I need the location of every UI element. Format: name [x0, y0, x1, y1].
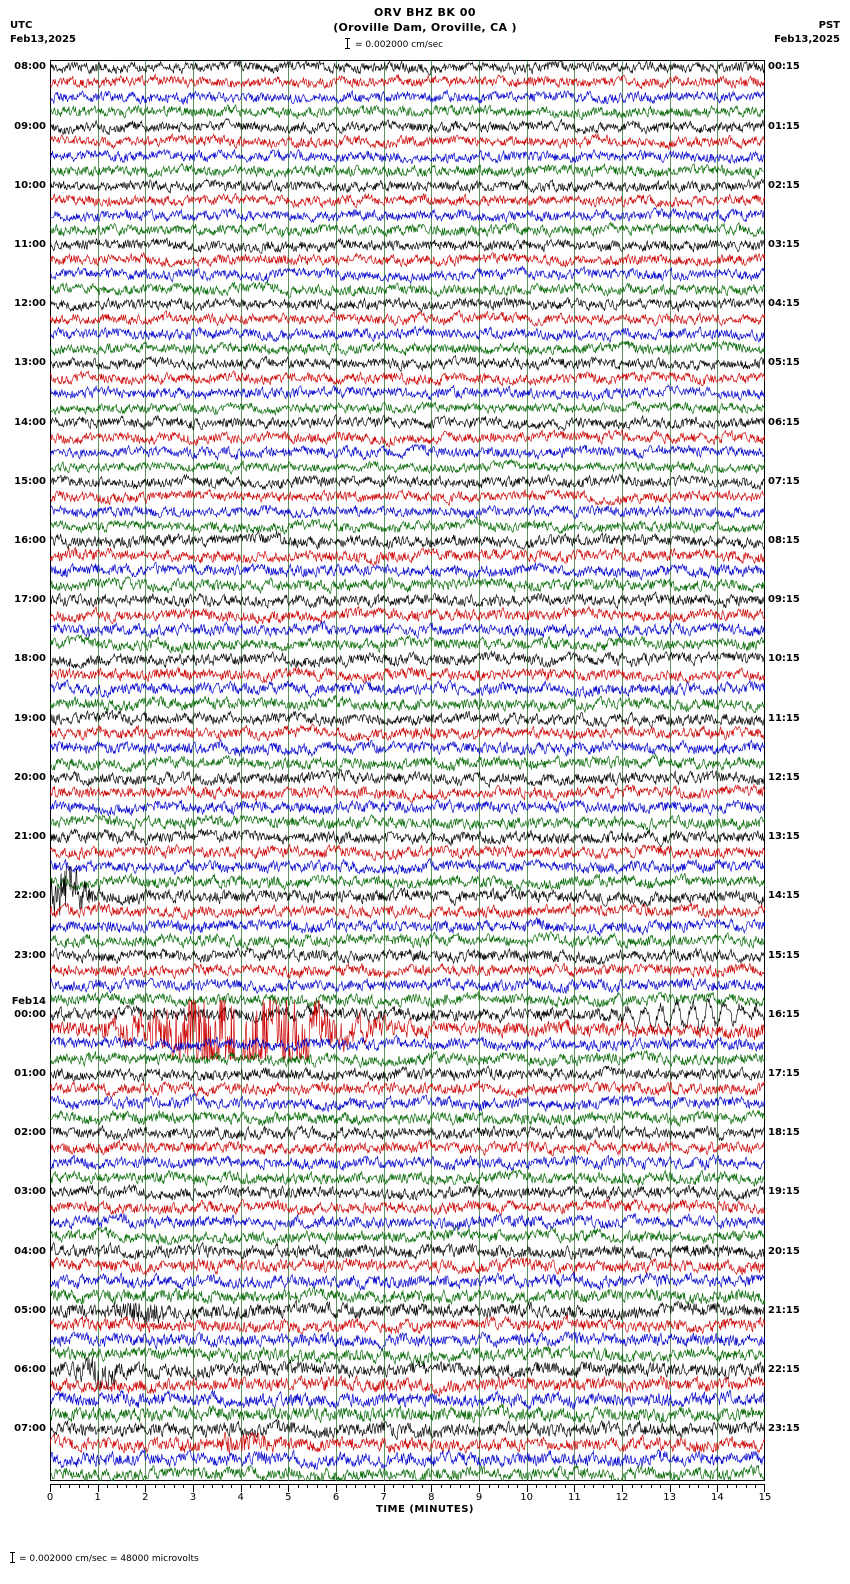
x-tick-label: 4: [237, 1492, 244, 1503]
utc-hour-label: 15:00: [14, 475, 46, 487]
utc-hour-label: 02:00: [14, 1127, 46, 1139]
pst-hour-label: 16:15: [768, 1008, 800, 1020]
pst-hour-label: 14:15: [768, 890, 800, 902]
pst-hour-label: 03:15: [768, 239, 800, 251]
utc-hour-label: 18:00: [14, 653, 46, 665]
pst-hour-label: 05:15: [768, 357, 800, 369]
pst-hour-label: 19:15: [768, 1186, 800, 1198]
pst-hour-label: 00:15: [768, 61, 800, 73]
amplitude-scale-legend: [345, 38, 443, 50]
x-tick-label: 11: [567, 1492, 581, 1503]
pst-hour-label: 13:15: [768, 831, 800, 843]
pst-hour-label: 02:15: [768, 179, 800, 191]
utc-hour-label: 03:00: [14, 1186, 46, 1198]
x-tick-label: 5: [285, 1492, 292, 1503]
pst-hour-label: 21:15: [768, 1304, 800, 1316]
left-timezone-label: UTC: [10, 20, 33, 31]
x-tick-label: 12: [615, 1492, 629, 1503]
utc-hour-label: 23:00: [14, 949, 46, 961]
utc-hour-label: 05:00: [14, 1304, 46, 1316]
utc-hour-label: 11:00: [14, 239, 46, 251]
utc-hour-label: 06:00: [14, 1363, 46, 1375]
chart-header: [0, 0, 850, 56]
x-tick-label: 13: [663, 1492, 677, 1503]
pst-hour-label: 20:15: [768, 1245, 800, 1257]
footer-scale-text: = 0.002000 cm/sec = 48000 microvolts: [19, 1554, 199, 1564]
pst-hour-label: 07:15: [768, 475, 800, 487]
utc-hour-label: 21:00: [14, 831, 46, 843]
pst-hour-label: 09:15: [768, 594, 800, 606]
utc-hour-label: 13:00: [14, 357, 46, 369]
x-tick-label: 7: [380, 1492, 387, 1503]
pst-hour-label: 11:15: [768, 712, 800, 724]
day-change-label: Feb14: [11, 995, 46, 1007]
x-tick-label: 8: [428, 1492, 435, 1503]
utc-hour-label: 16:00: [14, 535, 46, 547]
right-date-label: Feb13,2025: [774, 34, 840, 45]
x-tick-label: 15: [758, 1492, 772, 1503]
pst-hour-label: 08:15: [768, 535, 800, 547]
pst-hour-label: 15:15: [768, 949, 800, 961]
left-date-label: Feb13,2025: [10, 34, 76, 45]
x-tick-label: 1: [94, 1492, 101, 1503]
x-tick-label: 14: [710, 1492, 724, 1503]
utc-hour-label: 14:00: [14, 416, 46, 428]
footer-scale-note: [8, 1552, 199, 1564]
utc-hour-label: 12:00: [14, 298, 46, 310]
x-tick-label: 10: [520, 1492, 534, 1503]
x-tick-label: 6: [332, 1492, 340, 1503]
utc-hour-label: 17:00: [14, 594, 46, 606]
utc-hour-label: 10:00: [14, 179, 46, 191]
page-title: ORV BHZ BK 00: [373, 6, 477, 19]
footer-scale-bar-icon: [10, 1552, 15, 1563]
pst-hour-label: 22:15: [768, 1363, 800, 1375]
utc-hour-label: 07:00: [14, 1423, 46, 1435]
pst-hour-label: 23:15: [768, 1423, 800, 1435]
utc-hour-label: 20:00: [14, 771, 46, 783]
x-tick-label: 9: [475, 1492, 483, 1503]
scale-legend-text: = 0.002000 cm/sec: [355, 40, 444, 50]
utc-hour-label: 04:00: [14, 1245, 46, 1257]
seismogram-plot: [50, 60, 765, 1481]
pst-hour-label: 10:15: [768, 653, 800, 665]
x-tick-label: 0: [46, 1492, 54, 1503]
pst-hour-label: 17:15: [768, 1067, 800, 1079]
pst-hour-label: 04:15: [768, 298, 800, 310]
x-tick-label: 3: [189, 1492, 197, 1503]
utc-hour-label: 19:00: [14, 712, 46, 724]
x-tick-label: 2: [142, 1492, 149, 1503]
scale-bar-icon: [345, 38, 350, 49]
x-axis-title: TIME (MINUTES): [376, 1504, 474, 1515]
pst-hour-label: 06:15: [768, 416, 800, 428]
pst-hour-label: 18:15: [768, 1127, 800, 1139]
station-location: (Oroville Dam, Oroville, CA ): [333, 21, 517, 34]
pst-hour-label: 12:15: [768, 771, 800, 783]
pst-hour-label: 01:15: [768, 120, 800, 132]
utc-hour-label: 09:00: [14, 120, 46, 132]
utc-hour-label: 08:00: [14, 61, 46, 73]
x-axis: [50, 1481, 765, 1503]
utc-hour-label: 00:00: [14, 1008, 46, 1020]
utc-hour-label: 22:00: [14, 890, 46, 902]
right-timezone-label: PST: [818, 20, 840, 31]
utc-hour-label: 01:00: [14, 1067, 46, 1079]
